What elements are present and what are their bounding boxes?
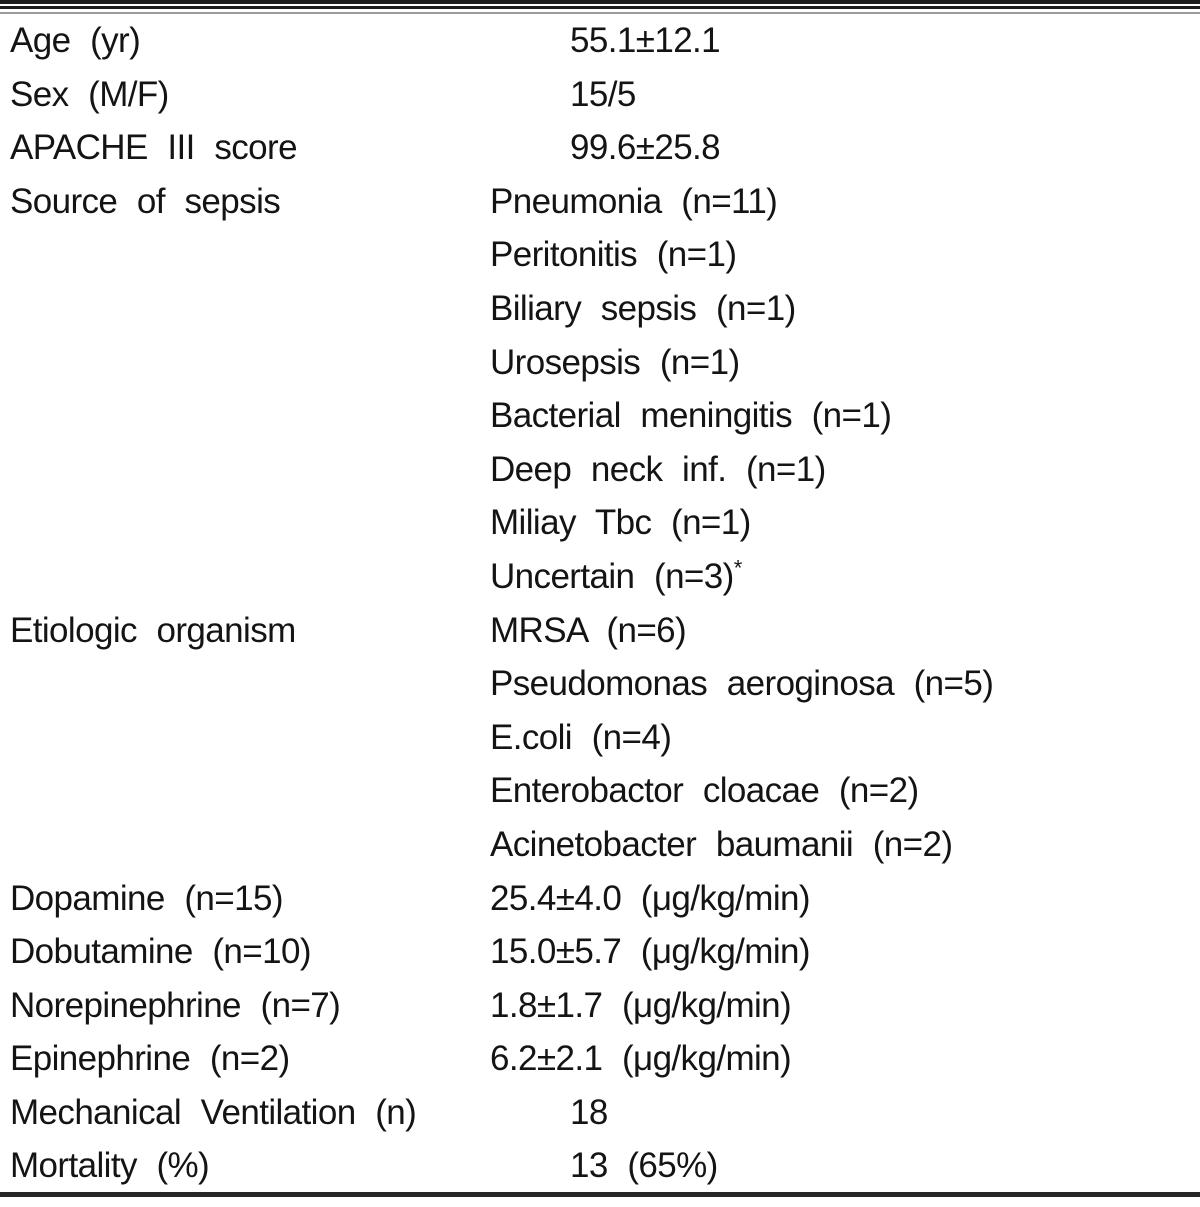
row-values xyxy=(480,979,1200,1033)
row-label: Mechanical Ventilation (n) xyxy=(10,1092,417,1132)
row-value-line: 18 xyxy=(570,1092,608,1132)
top-double-rule xyxy=(0,0,1200,14)
table-row xyxy=(0,979,1200,1033)
row-label: Dopamine (n=15) xyxy=(10,878,283,918)
row-label: APACHE III score xyxy=(10,128,297,168)
row-value-line: Urosepsis (n=1) xyxy=(490,342,740,382)
table-row xyxy=(0,1086,1200,1140)
characteristics-table xyxy=(0,14,1200,1193)
row-label: Sex (M/F) xyxy=(10,74,169,114)
row-values xyxy=(480,175,1200,604)
row-values xyxy=(480,872,1200,926)
row-label: Norepinephrine (n=7) xyxy=(10,985,341,1025)
row-label: Dobutamine (n=10) xyxy=(10,932,311,972)
row-value-line: 15/5 xyxy=(570,74,636,114)
table-row xyxy=(0,1032,1200,1086)
row-value-line: 15.0±5.7 (μg/kg/min) xyxy=(490,932,810,972)
row-value-line: Miliay Tbc (n=1) xyxy=(490,503,751,543)
row-label: Etiologic organism xyxy=(10,610,296,650)
row-values xyxy=(480,1139,1200,1193)
table-row xyxy=(0,121,1200,175)
row-value-line: Pseudomonas aeroginosa (n=5) xyxy=(490,664,994,704)
row-values xyxy=(480,1032,1200,1086)
row-value-line: Biliary sepsis (n=1) xyxy=(490,288,796,328)
row-value-line: E.coli (n=4) xyxy=(490,717,672,757)
row-values xyxy=(480,121,1200,175)
row-label: Epinephrine (n=2) xyxy=(10,1039,290,1079)
row-label: Age (yr) xyxy=(10,21,141,60)
row-label: Mortality (%) xyxy=(10,1146,210,1186)
row-value-line: Pneumonia (n=11) xyxy=(490,181,778,221)
table-row xyxy=(0,872,1200,926)
superscript-asterisk: * xyxy=(733,555,743,581)
row-value-line: Bacterial meningitis (n=1) xyxy=(490,396,892,436)
row-values xyxy=(480,68,1200,122)
row-values xyxy=(480,1086,1200,1140)
table-row xyxy=(0,68,1200,122)
table-row xyxy=(0,175,1200,604)
table-row xyxy=(0,604,1200,872)
row-value-line: 99.6±25.8 xyxy=(570,128,721,168)
table-row xyxy=(0,14,1200,68)
row-value-line: Peritonitis (n=1) xyxy=(490,235,737,275)
row-value-line: 55.1±12.1 xyxy=(570,21,721,60)
row-value-line: 25.4±4.0 (μg/kg/min) xyxy=(490,878,810,918)
row-values xyxy=(480,925,1200,979)
row-values xyxy=(480,604,1200,872)
row-value-line: 1.8±1.7 (μg/kg/min) xyxy=(490,985,792,1025)
row-value-line: Enterobactor cloacae (n=2) xyxy=(490,771,919,811)
row-values xyxy=(480,14,1200,68)
table-row xyxy=(0,1139,1200,1193)
row-value-line: 13 (65%) xyxy=(570,1146,718,1186)
row-value-line: Uncertain (n=3)* xyxy=(490,555,743,596)
row-value-line: MRSA (n=6) xyxy=(490,610,687,650)
table-row xyxy=(0,925,1200,979)
bottom-rule xyxy=(0,1192,1200,1197)
row-label: Source of sepsis xyxy=(10,181,281,221)
row-value-line: Deep neck inf. (n=1) xyxy=(490,449,826,489)
row-value-line: Acinetobacter baumanii (n=2) xyxy=(490,824,953,864)
row-value-line: 6.2±2.1 (μg/kg/min) xyxy=(490,1039,792,1079)
